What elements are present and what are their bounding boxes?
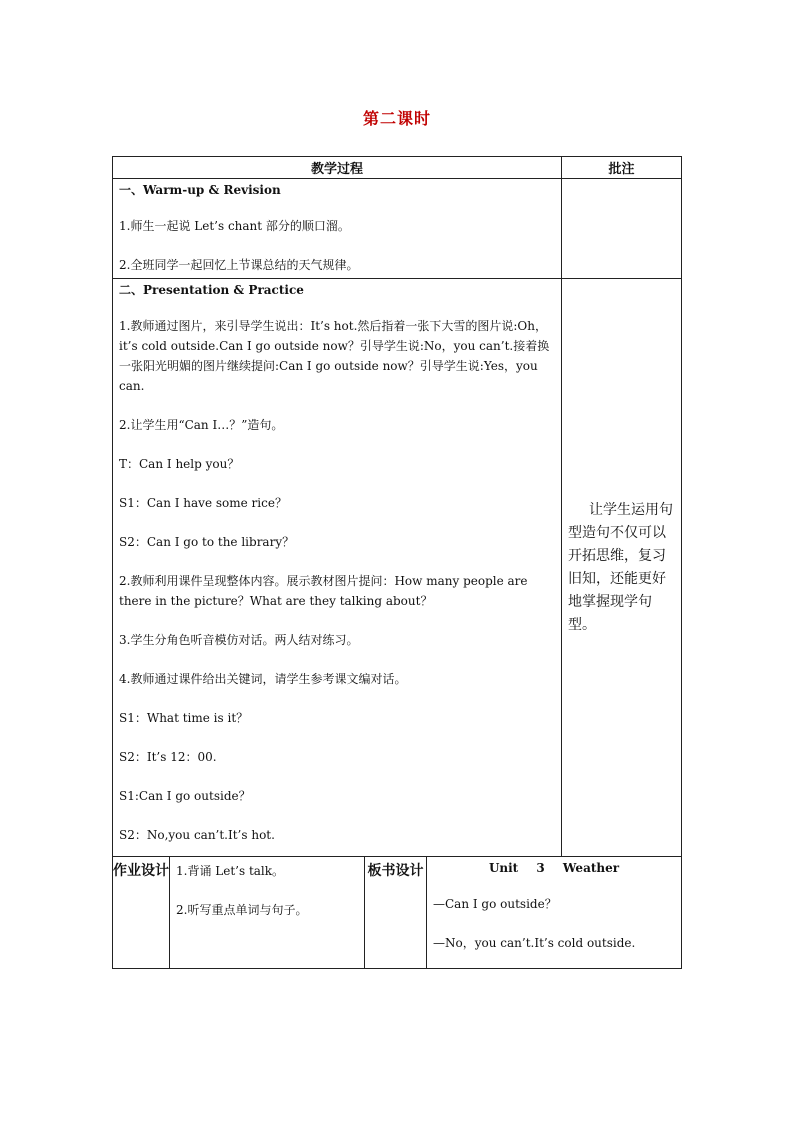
section1-line-2: 2.全班同学一起回忆上节课总结的天气规律。 xyxy=(119,258,359,272)
section2-para-2: 2.让学生用“Can I…？”造句。 xyxy=(119,418,284,432)
section2-para-8: 4.教师通过课件给出关键词，请学生参考课文编对话。 xyxy=(119,672,407,686)
homework-line-1: 1.背诵 Let’s talk。 xyxy=(176,864,285,878)
column-header-notes: 批注 xyxy=(562,157,682,179)
section2-para-9: S1：What time is it？ xyxy=(119,711,249,725)
section2-para-3: T：Can I help you？ xyxy=(119,457,240,471)
lesson-plan-table xyxy=(112,156,682,969)
section2-para-12: S2：No,you can’t.It’s hot. xyxy=(119,828,275,842)
column-header-process: 教学过程 xyxy=(113,157,562,179)
section1-line-1: 1.师生一起说 Let’s chant 部分的顺口溜。 xyxy=(119,219,350,233)
section2-para-1: 1.教师通过图片，来引导学生说出：It’s hot.然后指着一张下大雪的图片说:Oh，it’s cold outside.Can I go outside now？引导学生说:No，you can’t.接着换一张阳光明媚的图片继续提问:Can I go outside now？引导学生说:Yes，you can. xyxy=(119,319,550,393)
section2-para-4: S1：Can I have some rice？ xyxy=(119,496,287,510)
section1-title: 一、Warm-up & Revision xyxy=(119,183,281,197)
header-row xyxy=(113,157,682,179)
homework-cell xyxy=(170,857,365,969)
section2-para-7: 3.学生分角色听音模仿对话。两人结对练习。 xyxy=(119,633,359,647)
section2-title: 二、Presentation & Practice xyxy=(119,283,304,297)
section2-note: 让学生运用句型造句不仅可以开拓思维，复习旧知，还能更好地掌握现学句型。 xyxy=(568,501,674,633)
section2-cell xyxy=(113,279,562,857)
section2-para-5: S2：Can I go to the library？ xyxy=(119,535,295,549)
board-line-2: —No，you can’t.It’s cold outside. xyxy=(433,936,636,950)
section1-cell xyxy=(113,179,562,279)
section2-para-11: S1:Can I go outside？ xyxy=(119,789,251,803)
board-title: Unit 3 Weather xyxy=(488,861,620,875)
section2-row xyxy=(113,279,682,857)
board-line-1: —Can I go outside？ xyxy=(433,897,557,911)
footer-row xyxy=(113,857,682,969)
section2-para-10: S2：It’s 12：00. xyxy=(119,750,217,764)
section1-row xyxy=(113,179,682,279)
section1-notes-cell xyxy=(562,179,682,279)
page-title: 第二课时 xyxy=(362,109,431,128)
board-label: 板书设计 xyxy=(365,857,427,969)
homework-line-2: 2.听写重点单词与句子。 xyxy=(176,903,308,917)
board-cell xyxy=(427,857,682,969)
section2-notes-cell xyxy=(562,279,682,857)
section2-para-6: 2.教师利用课件呈现整体内容。展示教材图片提问：How many people are there in the picture？What are they talking about？ xyxy=(119,574,528,608)
homework-label: 作业设计 xyxy=(113,857,170,969)
